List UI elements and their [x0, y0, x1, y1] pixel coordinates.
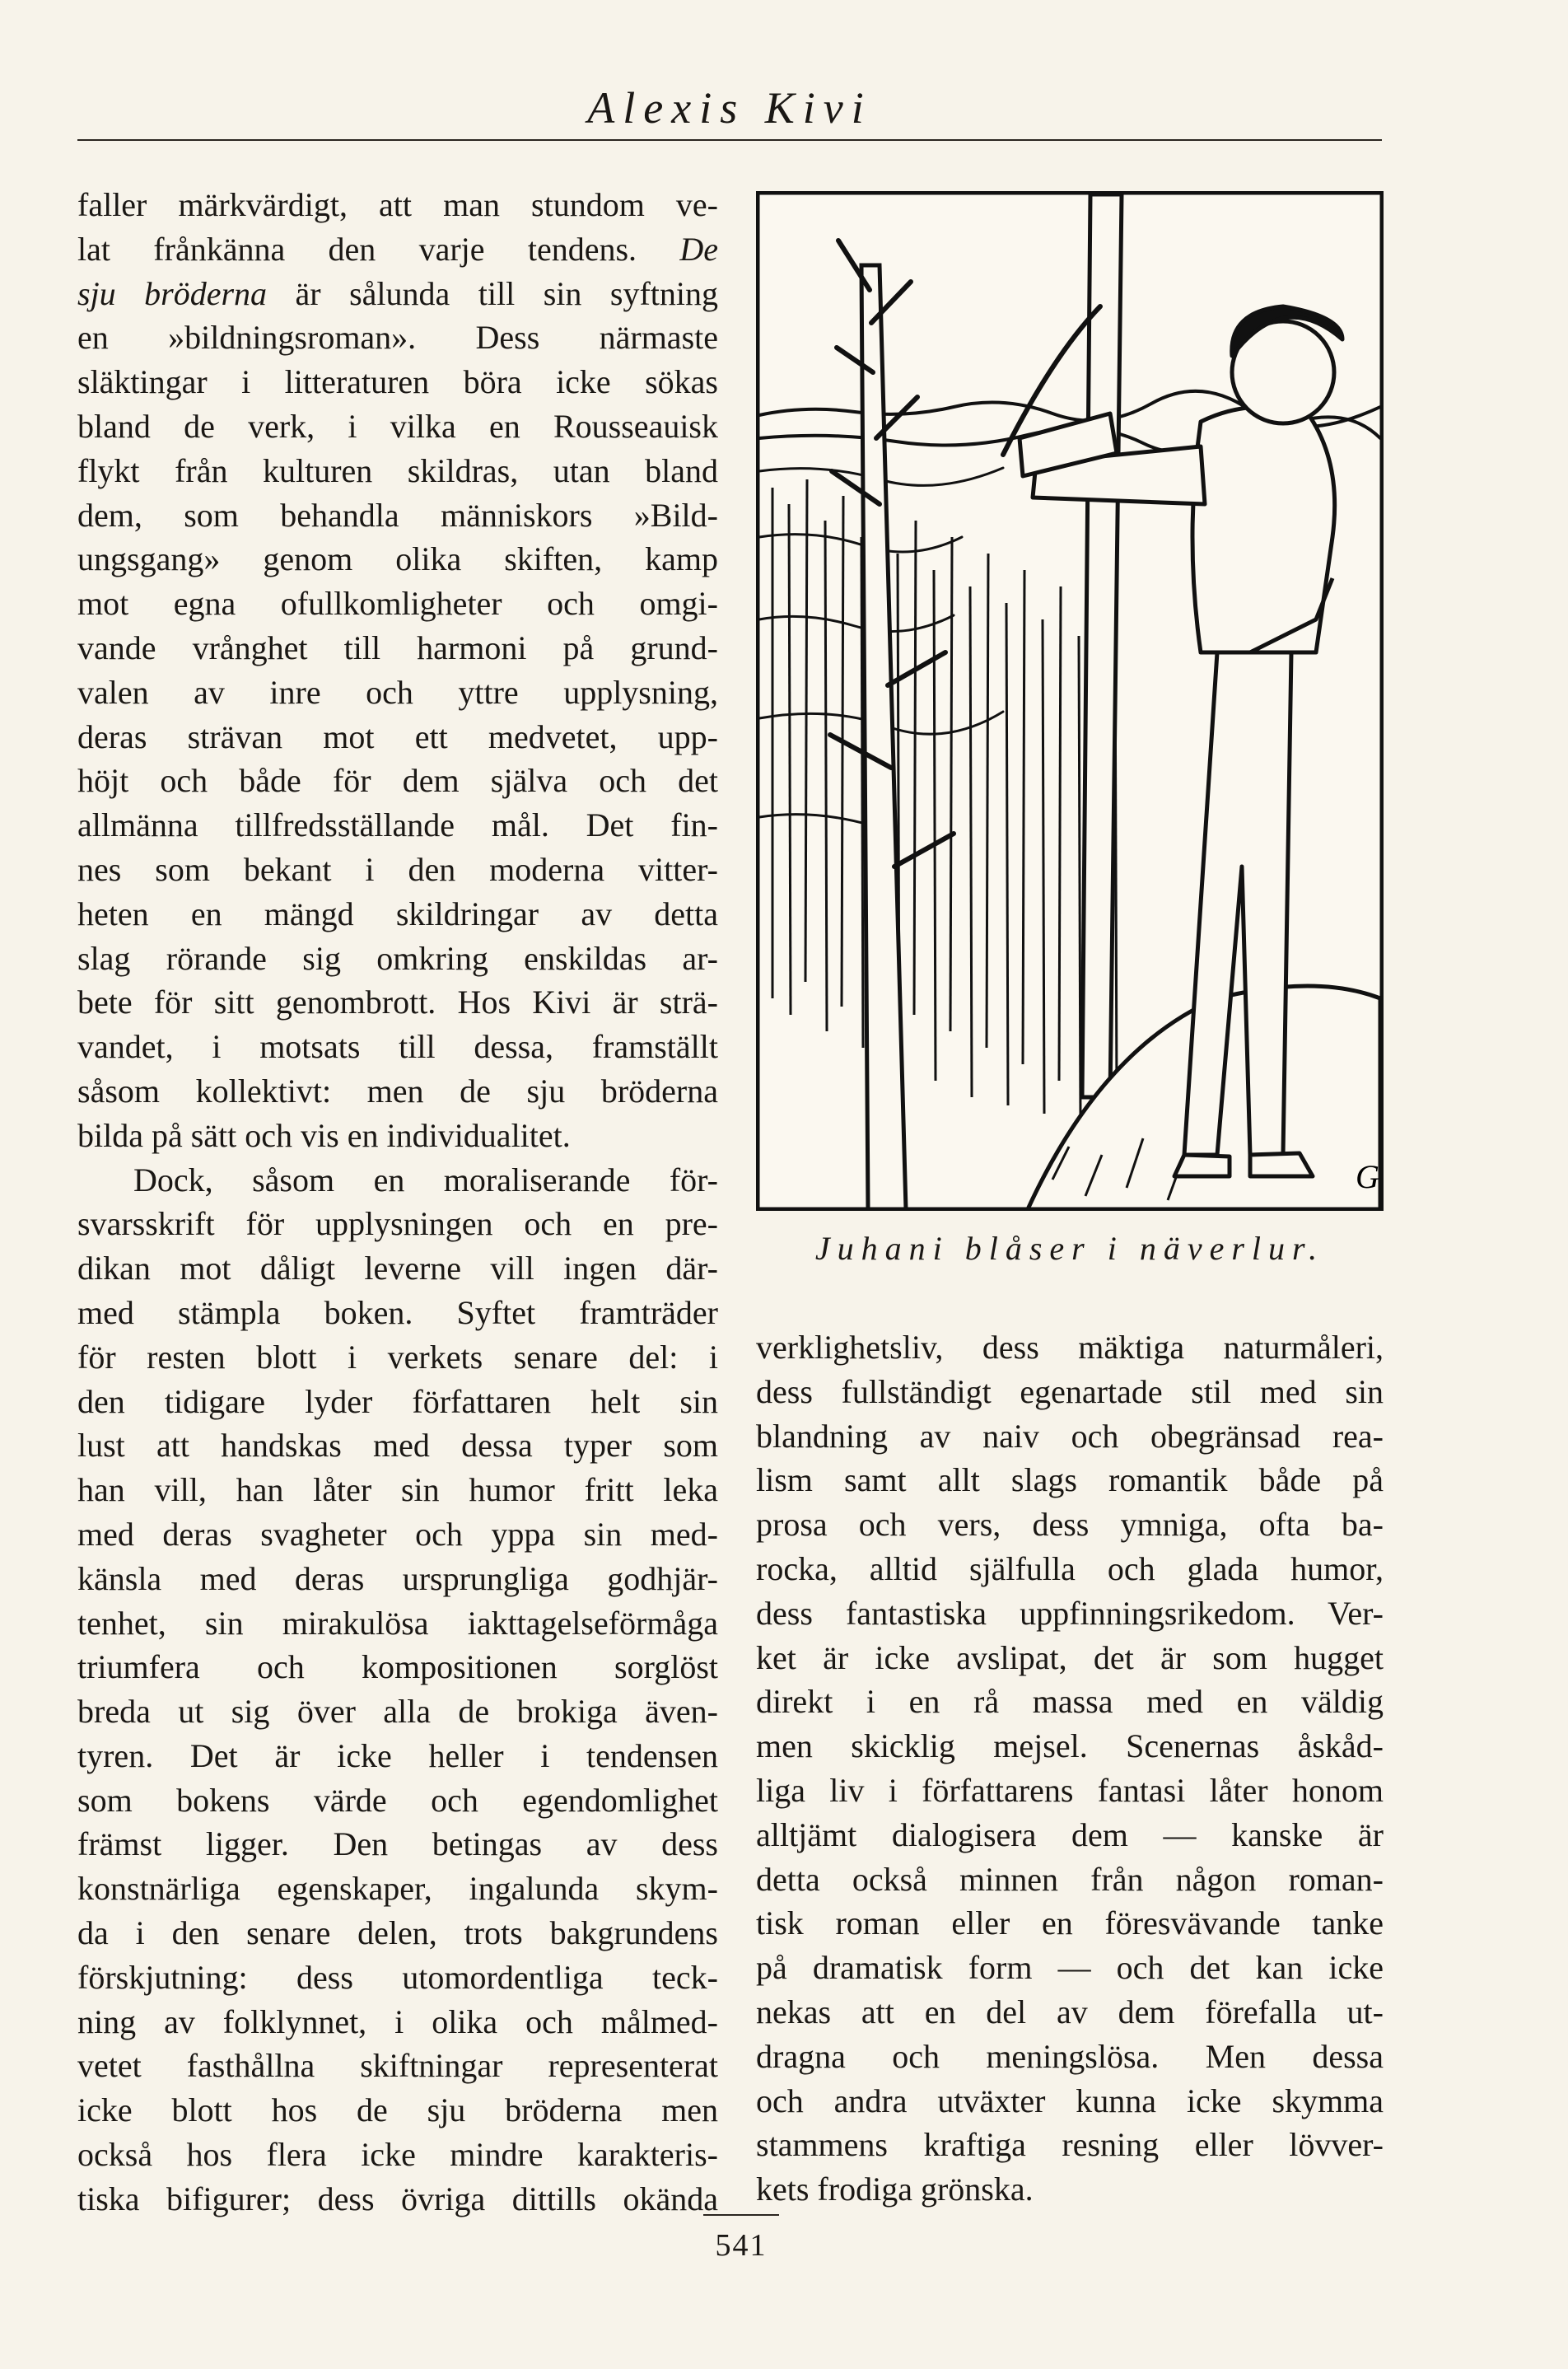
text-run: dem, som behandla människors »Bild- — [77, 496, 718, 534]
text-run: direkt i en rå massa med en väldig — [756, 1683, 1384, 1721]
text-line — [756, 1547, 1384, 1591]
text-line — [77, 315, 718, 360]
text-run: höjt och både för dem själva och det — [77, 762, 718, 800]
text-line — [756, 1857, 1384, 1902]
text-line — [77, 1512, 718, 1557]
text-run: bland de verk, i vilka en Rousseauisk — [77, 407, 718, 445]
text-run: vetet fasthållna skiftningar representerat — [77, 2047, 718, 2085]
text-line — [77, 1246, 718, 1291]
text-line — [756, 1591, 1384, 1636]
text-run: lism samt allt slags romantik både på — [756, 1461, 1384, 1499]
text-line — [77, 272, 718, 316]
text-run: dikan mot dåligt leverne vill ingen där- — [77, 1250, 718, 1287]
page-header — [77, 76, 1382, 142]
text-run: förskjutning: dess utomordentliga teck- — [77, 1958, 718, 1996]
text-line — [77, 1468, 718, 1512]
text-line — [77, 1557, 718, 1601]
illustration-caption: Juhani blåser i näverlur. — [814, 1230, 1325, 1267]
text-line — [77, 404, 718, 449]
text-run: blandning av naiv och obegränsad rea- — [756, 1417, 1384, 1455]
italic-title: De — [679, 230, 718, 268]
text-run: kets frodiga grönska. — [756, 2170, 1034, 2208]
text-line — [77, 537, 718, 582]
text-line — [77, 1645, 718, 1689]
text-run: Dock, såsom en moraliserande för- — [133, 1161, 718, 1199]
text-run: främst ligger. Den betingas av dess — [77, 1825, 718, 1863]
text-run: verklighetsliv, dess mäktiga naturmåleri, — [756, 1329, 1384, 1366]
text-line — [77, 1955, 718, 2000]
text-run: han vill, han låter sin humor fritt leka — [77, 1471, 718, 1509]
text-run: dess fantastiska uppfinningsrikedom. Ver- — [756, 1594, 1384, 1632]
text-run: deras strävan mot ett medvetet, upp- — [77, 717, 718, 755]
text-run: en »bildningsroman». Dess närmaste — [77, 319, 718, 357]
text-run: valen av inre och yttre upplysning, — [77, 673, 718, 711]
text-line — [756, 2167, 1384, 2212]
text-run: som bokens värde och egendomlighet — [77, 1781, 718, 1819]
text-line — [77, 1734, 718, 1778]
text-run: prosa och vers, dess ymniga, ofta ba- — [756, 1506, 1384, 1544]
italic-title: sju bröderna — [77, 274, 268, 312]
text-line — [756, 1680, 1384, 1724]
text-run: slag rörande sig omkring enskildas ar- — [77, 939, 718, 977]
text-column-left — [77, 183, 718, 2222]
text-run: men skicklig mejsel. Scenernas åskåd- — [756, 1727, 1384, 1765]
text-run: lat frånkänna den varje tendens. — [77, 230, 680, 268]
text-run: är sålunda till sin syftning — [267, 274, 718, 312]
text-run: allmänna tillfredsställande mål. Det fin- — [77, 806, 718, 844]
page-number: 541 — [715, 2228, 768, 2263]
text-run: liga liv i författarens fantasi låter honom — [756, 1771, 1384, 1809]
text-line — [77, 892, 718, 937]
woodcut-illustration — [756, 191, 1384, 1211]
text-column-right — [756, 1325, 1384, 2212]
text-line — [77, 1380, 718, 1424]
text-run: breda ut sig över alla de brokiga även- — [77, 1693, 718, 1731]
text-run: med stämpla boken. Syftet framträder — [77, 1293, 718, 1331]
text-line — [77, 2177, 718, 2222]
text-line — [77, 759, 718, 803]
text-line — [77, 449, 718, 493]
text-line — [77, 1689, 718, 1734]
text-line — [77, 1867, 718, 1911]
text-line — [77, 1601, 718, 1646]
text-run: också hos flera icke mindre karakteris- — [77, 2136, 718, 2174]
text-run: dess fullständigt egenartade stil med sin — [756, 1372, 1384, 1410]
text-run: ungsgang» genom olika skiften, kamp — [77, 540, 718, 578]
juhani-shirt — [1192, 407, 1335, 652]
text-run: da i den senare delen, trots bakgrundens — [77, 1914, 718, 1952]
text-line — [756, 2035, 1384, 2079]
text-run: tenhet, sin mirakulösa iakttagelseförmåga — [77, 1604, 718, 1642]
text-line — [77, 1911, 718, 1955]
text-run: släktingar i litteraturen böra icke sökas — [77, 363, 718, 401]
text-line — [77, 1025, 718, 1069]
text-line — [77, 1822, 718, 1867]
text-run: lust att handskas med dessa typer som — [77, 1427, 718, 1465]
text-run: på dramatisk form — och det kan icke — [756, 1949, 1384, 1987]
text-run: bilda på sätt och vis en individualitet. — [77, 1116, 571, 1154]
text-line — [77, 183, 718, 227]
text-line — [756, 1370, 1384, 1414]
text-line — [756, 1636, 1384, 1680]
text-line — [77, 582, 718, 626]
text-line — [77, 227, 718, 272]
text-line — [77, 803, 718, 848]
running-title: Alexis Kivi — [587, 83, 872, 133]
text-line — [77, 1114, 718, 1158]
woodcut-drawing — [756, 191, 1384, 1211]
text-line — [77, 626, 718, 671]
text-run: nekas att en del av dem förefalla ut- — [756, 1993, 1384, 2030]
text-line — [756, 1724, 1384, 1769]
text-line — [756, 2123, 1384, 2167]
text-run: vandet, i motsats till dessa, framställt — [77, 1028, 718, 1066]
text-line — [77, 1423, 718, 1468]
text-run: rocka, alltid själfulla och glada humor, — [756, 1549, 1384, 1587]
text-line — [756, 1946, 1384, 1990]
text-line — [77, 715, 718, 759]
header-rule — [77, 139, 1382, 141]
text-run: bete för sitt genombrott. Hos Kivi är strä- — [77, 984, 718, 1021]
text-run: ning av folklynnet, i olika och målmed- — [77, 2002, 718, 2040]
text-line — [77, 2044, 718, 2088]
text-run: tisk roman eller en föresvävande tanke — [756, 1904, 1384, 1942]
text-line — [756, 1990, 1384, 2035]
text-run: ket är icke avslipat, det är som hugget — [756, 1638, 1384, 1676]
text-line — [756, 1901, 1384, 1946]
text-line — [77, 2000, 718, 2044]
text-run: känsla med deras ursprungliga godhjär- — [77, 1559, 718, 1597]
text-run: dragna och meningslösa. Men dessa — [756, 2037, 1384, 2075]
text-line — [756, 2079, 1384, 2124]
footer-rule — [703, 2214, 779, 2216]
text-line — [77, 1202, 718, 1246]
text-line — [77, 1069, 718, 1114]
text-line — [77, 980, 718, 1025]
text-line — [77, 937, 718, 981]
text-run: svarsskrift för upplysningen och en pre- — [77, 1205, 718, 1243]
text-run: tyren. Det är icke heller i tendensen — [77, 1736, 718, 1774]
text-run: såsom kollektivt: men de sju bröderna — [77, 1072, 718, 1110]
text-run: med deras svagheter och yppa sin med- — [77, 1515, 718, 1553]
text-run: den tidigare lyder författaren helt sin — [77, 1382, 718, 1420]
text-line — [756, 1325, 1384, 1370]
text-run: stammens kraftiga resning eller lövver- — [756, 2126, 1384, 2164]
text-line — [77, 848, 718, 892]
text-run: tiska bifigurer; dess övriga dittills okända — [77, 2180, 718, 2217]
text-run: nes som bekant i den moderna vitter- — [77, 850, 718, 888]
text-run: för resten blott i verkets senare del: i — [77, 1338, 718, 1376]
text-run: och andra utväxter kunna icke skymma — [756, 2082, 1384, 2119]
page-footer — [700, 2214, 782, 2264]
text-line — [756, 1502, 1384, 1547]
text-run: heten en mängd skildringar av detta — [77, 895, 718, 932]
artist-monogram: G — [1356, 1158, 1379, 1195]
text-line — [77, 1291, 718, 1335]
text-line — [756, 1813, 1384, 1857]
text-run: alltjämt dialogisera dem — kanske är — [756, 1815, 1384, 1853]
text-run: vande vrånghet till harmoni på grund- — [77, 628, 718, 666]
text-line — [77, 2133, 718, 2177]
text-line — [756, 1414, 1384, 1459]
text-run: triumfera och kompositionen sorglöst — [77, 1648, 718, 1686]
text-line — [77, 1335, 718, 1380]
text-line — [756, 1769, 1384, 1813]
text-line — [77, 493, 718, 538]
text-run: icke blott hos de sju bröderna men — [77, 2091, 718, 2129]
text-line — [77, 360, 718, 404]
text-run: detta också minnen från någon roman- — [756, 1860, 1384, 1898]
text-line — [77, 2088, 718, 2133]
text-line — [756, 1458, 1384, 1502]
text-run: konstnärliga egenskaper, ingalunda skym- — [77, 1870, 718, 1908]
text-run: mot egna ofullkomligheter och omgi- — [77, 585, 718, 623]
text-run: flykt från kulturen skildras, utan bland — [77, 451, 718, 489]
text-run: faller märkvärdigt, att man stundom ve- — [77, 186, 718, 223]
text-line — [77, 1778, 718, 1823]
text-line — [77, 1158, 718, 1203]
text-line — [77, 671, 718, 715]
